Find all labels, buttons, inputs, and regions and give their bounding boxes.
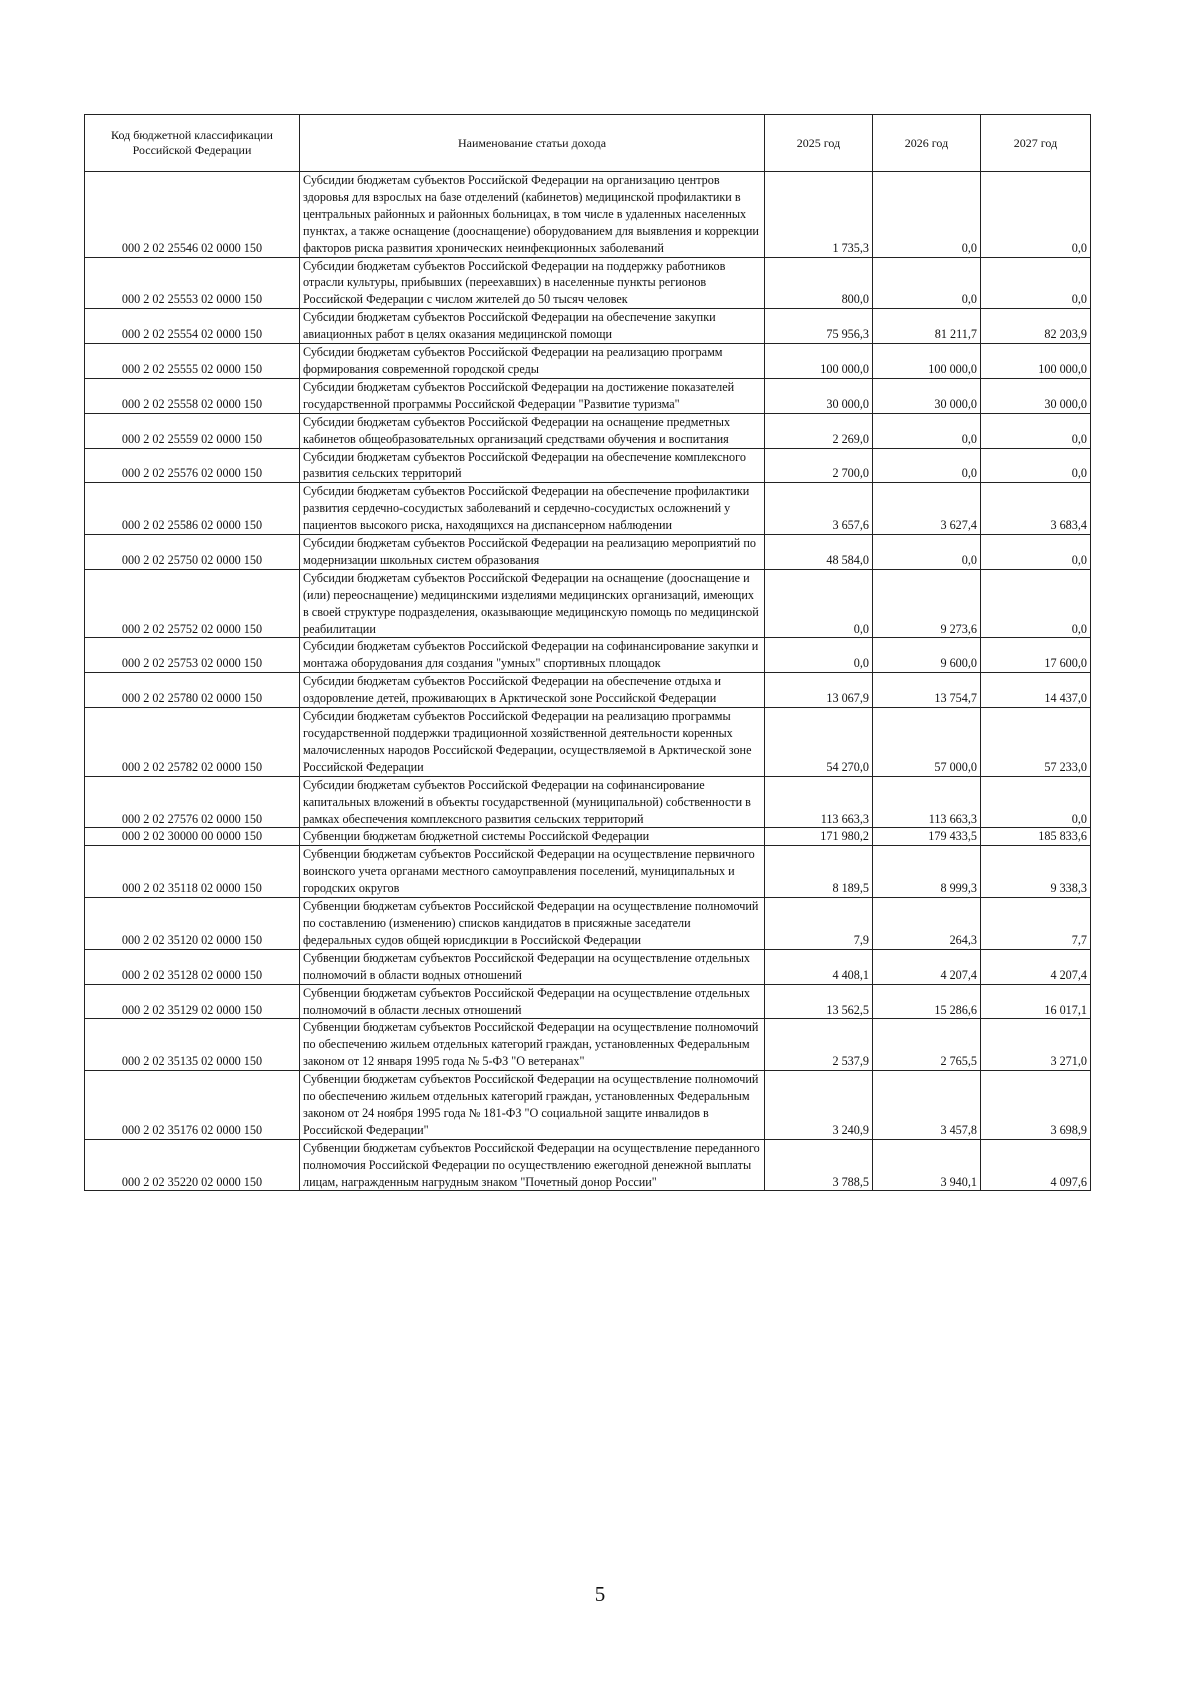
value-2025-cell: 3 240,9: [765, 1071, 873, 1140]
table-row: [85, 413, 1091, 448]
value-2027-cell: 4 207,4: [981, 949, 1091, 984]
value-2026-cell: 3 457,8: [873, 1071, 981, 1140]
budget-code-cell: 000 2 02 25546 02 0000 150: [85, 172, 300, 258]
value-2027-cell: 185 833,6: [981, 828, 1091, 846]
table-row: [85, 378, 1091, 413]
income-item-name-cell: Субвенции бюджетам субъектов Российской Федерации на осуществление отдельных полномочий в области водных отношений: [300, 949, 765, 984]
value-2026-cell: 3 940,1: [873, 1139, 981, 1191]
budget-code-cell: 000 2 02 35129 02 0000 150: [85, 984, 300, 1019]
income-item-name-cell: Субсидии бюджетам субъектов Российской Федерации на оснащение (дооснащение и (или) переоснащение) медицинскими изделиями медицинских организаций, имеющих в своей структуре подразделения, оказывающие медицинскую помощь по медицинской реабилитации: [300, 569, 765, 638]
value-2025-cell: 3 657,6: [765, 483, 873, 535]
budget-code-cell: 000 2 02 25576 02 0000 150: [85, 448, 300, 483]
value-2027-cell: 0,0: [981, 172, 1091, 258]
value-2025-cell: 171 980,2: [765, 828, 873, 846]
income-item-name-cell: Субсидии бюджетам субъектов Российской Федерации на оснащение предметных кабинетов общеобразовательных организаций средствами обучения и воспитания: [300, 413, 765, 448]
value-2026-cell: 4 207,4: [873, 949, 981, 984]
table-row: [85, 846, 1091, 898]
budget-code-cell: 000 2 02 25586 02 0000 150: [85, 483, 300, 535]
value-2025-cell: 2 700,0: [765, 448, 873, 483]
budget-code-cell: 000 2 02 35128 02 0000 150: [85, 949, 300, 984]
value-2026-cell: 2 765,5: [873, 1019, 981, 1071]
value-2027-cell: 0,0: [981, 448, 1091, 483]
value-2025-cell: 2 537,9: [765, 1019, 873, 1071]
income-item-name-cell: Субвенции бюджетам субъектов Российской Федерации на осуществление первичного воинского учета органами местного самоуправления поселений, муниципальных и городских округов: [300, 846, 765, 898]
budget-code-cell: 000 2 02 25752 02 0000 150: [85, 569, 300, 638]
income-item-name-cell: Субсидии бюджетам субъектов Российской Федерации на реализацию мероприятий по модернизации школьных систем образования: [300, 535, 765, 570]
table-row: [85, 949, 1091, 984]
table-row: [85, 1071, 1091, 1140]
value-2026-cell: 9 600,0: [873, 638, 981, 673]
table-row: [85, 638, 1091, 673]
table-row: [85, 1019, 1091, 1071]
budget-code-cell: 000 2 02 25753 02 0000 150: [85, 638, 300, 673]
value-2025-cell: 100 000,0: [765, 344, 873, 379]
value-2025-cell: 2 269,0: [765, 413, 873, 448]
value-2027-cell: 82 203,9: [981, 309, 1091, 344]
income-item-name-cell: Субвенции бюджетам субъектов Российской Федерации на осуществление полномочий по обеспечению жильем отдельных категорий граждан, установленных Федеральным законом от 12 января 1995 года № 5-ФЗ "О ветеранах": [300, 1019, 765, 1071]
value-2026-cell: 179 433,5: [873, 828, 981, 846]
value-2026-cell: 8 999,3: [873, 846, 981, 898]
value-2025-cell: 7,9: [765, 898, 873, 950]
header-2026: 2026 год: [873, 115, 981, 172]
value-2026-cell: 100 000,0: [873, 344, 981, 379]
value-2025-cell: 75 956,3: [765, 309, 873, 344]
value-2027-cell: 0,0: [981, 535, 1091, 570]
header-code: Код бюджетной классификации Российской Федерации: [85, 115, 300, 172]
income-item-name-cell: Субсидии бюджетам субъектов Российской Федерации на обеспечение отдыха и оздоровление детей, проживающих в Арктической зоне Российской Федерации: [300, 673, 765, 708]
table-row: [85, 309, 1091, 344]
value-2025-cell: 48 584,0: [765, 535, 873, 570]
value-2027-cell: 4 097,6: [981, 1139, 1091, 1191]
budget-code-cell: 000 2 02 25555 02 0000 150: [85, 344, 300, 379]
value-2026-cell: 0,0: [873, 413, 981, 448]
budget-code-cell: 000 2 02 25559 02 0000 150: [85, 413, 300, 448]
table-row: [85, 569, 1091, 638]
value-2025-cell: 54 270,0: [765, 708, 873, 777]
income-item-name-cell: Субсидии бюджетам субъектов Российской Федерации на софинансирование капитальных вложений в объекты государственной (муниципальной) собственности в рамках обеспечения комплексного развития сельских территорий: [300, 776, 765, 828]
income-item-name-cell: Субсидии бюджетам субъектов Российской Федерации на обеспечение закупки авиационных работ в целях оказания медицинской помощи: [300, 309, 765, 344]
income-item-name-cell: Субвенции бюджетам субъектов Российской Федерации на осуществление отдельных полномочий в области лесных отношений: [300, 984, 765, 1019]
value-2027-cell: 14 437,0: [981, 673, 1091, 708]
value-2027-cell: 57 233,0: [981, 708, 1091, 777]
value-2025-cell: 0,0: [765, 569, 873, 638]
table-row: [85, 776, 1091, 828]
value-2027-cell: 100 000,0: [981, 344, 1091, 379]
value-2027-cell: 17 600,0: [981, 638, 1091, 673]
table-row: [85, 898, 1091, 950]
value-2027-cell: 3 271,0: [981, 1019, 1091, 1071]
value-2025-cell: 4 408,1: [765, 949, 873, 984]
value-2026-cell: 264,3: [873, 898, 981, 950]
budget-code-cell: 000 2 02 35118 02 0000 150: [85, 846, 300, 898]
table-row: [85, 1139, 1091, 1191]
value-2026-cell: 15 286,6: [873, 984, 981, 1019]
budget-code-cell: 000 2 02 25780 02 0000 150: [85, 673, 300, 708]
value-2025-cell: 8 189,5: [765, 846, 873, 898]
table-body: [85, 172, 1091, 1191]
budget-code-cell: 000 2 02 25553 02 0000 150: [85, 257, 300, 309]
budget-code-cell: 000 2 02 35176 02 0000 150: [85, 1071, 300, 1140]
income-item-name-cell: Субсидии бюджетам субъектов Российской Федерации на обеспечение комплексного развития сельских территорий: [300, 448, 765, 483]
page-number: 5: [594, 1582, 606, 1606]
value-2026-cell: 0,0: [873, 172, 981, 258]
table-row: [85, 673, 1091, 708]
table-row: [85, 257, 1091, 309]
value-2026-cell: 0,0: [873, 448, 981, 483]
value-2027-cell: 0,0: [981, 413, 1091, 448]
header-2027: 2027 год: [981, 115, 1091, 172]
value-2027-cell: 3 683,4: [981, 483, 1091, 535]
value-2026-cell: 13 754,7: [873, 673, 981, 708]
value-2025-cell: 0,0: [765, 638, 873, 673]
value-2027-cell: 16 017,1: [981, 984, 1091, 1019]
table-row: [85, 984, 1091, 1019]
value-2026-cell: 9 273,6: [873, 569, 981, 638]
table-row: [85, 535, 1091, 570]
value-2026-cell: 0,0: [873, 257, 981, 309]
value-2025-cell: 13 067,9: [765, 673, 873, 708]
budget-code-cell: 000 2 02 35120 02 0000 150: [85, 898, 300, 950]
budget-code-cell: 000 2 02 25554 02 0000 150: [85, 309, 300, 344]
revenue-table: [84, 114, 1091, 1191]
income-item-name-cell: Субвенции бюджетам субъектов Российской Федерации на осуществление полномочий по обеспечению жильем отдельных категорий граждан, установленных Федеральным законом от 24 ноября 1995 года № 181-ФЗ "О социальной защите инвалидов в Российской Федерации": [300, 1071, 765, 1140]
value-2026-cell: 113 663,3: [873, 776, 981, 828]
income-item-name-cell: Субвенции бюджетам субъектов Российской Федерации на осуществление полномочий по составлению (изменению) списков кандидатов в присяжные заседатели федеральных судов общей юрисдикции в Российской Федерации: [300, 898, 765, 950]
income-item-name-cell: Субсидии бюджетам субъектов Российской Федерации на поддержку работников отрасли культуры, прибывших (переехавших) в населенные пункты регионов Российской Федерации с числом жителей до 50 тысяч человек: [300, 257, 765, 309]
value-2026-cell: 81 211,7: [873, 309, 981, 344]
header-name: Наименование статьи дохода: [300, 115, 765, 172]
budget-code-cell: 000 2 02 25782 02 0000 150: [85, 708, 300, 777]
value-2026-cell: 0,0: [873, 535, 981, 570]
header-2025: 2025 год: [765, 115, 873, 172]
value-2025-cell: 30 000,0: [765, 378, 873, 413]
value-2027-cell: 30 000,0: [981, 378, 1091, 413]
value-2026-cell: 3 627,4: [873, 483, 981, 535]
income-item-name-cell: Субсидии бюджетам субъектов Российской Федерации на реализацию программы государственной поддержки традиционной хозяйственной деятельности коренных малочисленных народов Российской Федерации, осуществляемой в Арктической зоне Российской Федерации: [300, 708, 765, 777]
budget-code-cell: 000 2 02 35135 02 0000 150: [85, 1019, 300, 1071]
value-2025-cell: 1 735,3: [765, 172, 873, 258]
value-2027-cell: 3 698,9: [981, 1071, 1091, 1140]
table-header-row: [85, 115, 1091, 172]
table-row: [85, 172, 1091, 258]
income-item-name-cell: Субсидии бюджетам субъектов Российской Федерации на обеспечение профилактики развития сердечно-сосудистых заболеваний и сердечно-сосудистых осложнений у пациентов высокого риска, находящихся на диспансерном наблюдении: [300, 483, 765, 535]
budget-code-cell: 000 2 02 25750 02 0000 150: [85, 535, 300, 570]
income-item-name-cell: Субвенции бюджетам субъектов Российской Федерации на осуществление переданного полномочия Российской Федерации по осуществлению ежегодной денежной выплаты лицам, награжденным нагрудным знаком "Почетный донор России": [300, 1139, 765, 1191]
table-row: [85, 828, 1091, 846]
table-row: [85, 483, 1091, 535]
value-2027-cell: 7,7: [981, 898, 1091, 950]
value-2027-cell: 0,0: [981, 257, 1091, 309]
value-2025-cell: 13 562,5: [765, 984, 873, 1019]
table-row: [85, 448, 1091, 483]
value-2026-cell: 57 000,0: [873, 708, 981, 777]
value-2027-cell: 0,0: [981, 776, 1091, 828]
budget-code-cell: 000 2 02 35220 02 0000 150: [85, 1139, 300, 1191]
budget-code-cell: 000 2 02 27576 02 0000 150: [85, 776, 300, 828]
income-item-name-cell: Субсидии бюджетам субъектов Российской Федерации на достижение показателей государственной программы Российской Федерации "Развитие туризма": [300, 378, 765, 413]
value-2025-cell: 800,0: [765, 257, 873, 309]
value-2027-cell: 0,0: [981, 569, 1091, 638]
value-2026-cell: 30 000,0: [873, 378, 981, 413]
budget-code-cell: 000 2 02 25558 02 0000 150: [85, 378, 300, 413]
income-item-name-cell: Субсидии бюджетам субъектов Российской Федерации на софинансирование закупки и монтажа оборудования для создания "умных" спортивных площадок: [300, 638, 765, 673]
table-row: [85, 344, 1091, 379]
budget-code-cell: 000 2 02 30000 00 0000 150: [85, 828, 300, 846]
table-row: [85, 708, 1091, 777]
value-2027-cell: 9 338,3: [981, 846, 1091, 898]
income-item-name-cell: Субсидии бюджетам субъектов Российской Федерации на реализацию программ формирования современной городской среды: [300, 344, 765, 379]
value-2025-cell: 3 788,5: [765, 1139, 873, 1191]
value-2025-cell: 113 663,3: [765, 776, 873, 828]
income-item-name-cell: Субвенции бюджетам бюджетной системы Российской Федерации: [300, 828, 765, 846]
income-item-name-cell: Субсидии бюджетам субъектов Российской Федерации на организацию центров здоровья для взрослых на базе отделений (кабинетов) медицинской профилактики в центральных районных и районных больницах, в том числе в удаленных населенных пунктах, а также оснащение (дооснащение) оборудованием для выявления и коррекции факторов риска развития хронических неинфекционных заболеваний: [300, 172, 765, 258]
